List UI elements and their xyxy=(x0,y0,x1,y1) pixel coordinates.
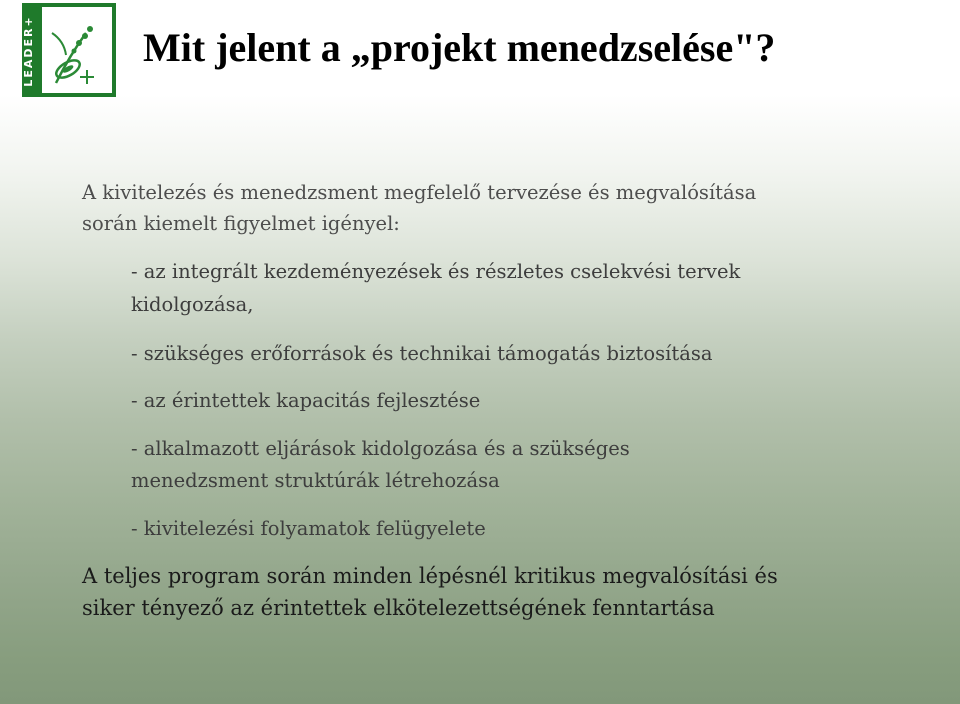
bullet-item-5: - kivitelezési folyamatok felügyelete xyxy=(131,517,486,540)
page-title: Mit jelent a „projekt menedzselése"? xyxy=(143,25,776,70)
bullet-item-1-line-1: - az integrált kezdeményezések és részletes cselekvési tervek xyxy=(131,260,741,283)
bullet-item-3: - az érintettek kapacitás fejlesztése xyxy=(131,389,481,412)
bullet-item-1-line-2: kidolgozása, xyxy=(131,293,254,316)
closing-line-1: A teljes program során minden lépésnél kritikus megvalósítási és xyxy=(82,564,778,588)
closing-line-2: siker tényező az érintettek elkötelezettségének fenntartása xyxy=(82,596,715,620)
leader-logo-icon xyxy=(22,3,116,97)
leader-plus-logo xyxy=(22,3,116,97)
intro-line-1: A kivitelezés és menedzsment megfelelő tervezése és megvalósítása xyxy=(82,181,757,204)
intro-line-2: során kiemelt figyelmet igényel: xyxy=(82,212,400,235)
bullet-item-4-line-1: - alkalmazott eljárások kidolgozása és a szükséges xyxy=(131,437,630,460)
bullet-item-2: - szükséges erőforrások és technikai támogatás biztosítása xyxy=(131,342,713,365)
bullet-item-4-line-2: menedzsment struktúrák létrehozása xyxy=(131,469,500,492)
logo-text: LEADER+ xyxy=(22,15,35,87)
